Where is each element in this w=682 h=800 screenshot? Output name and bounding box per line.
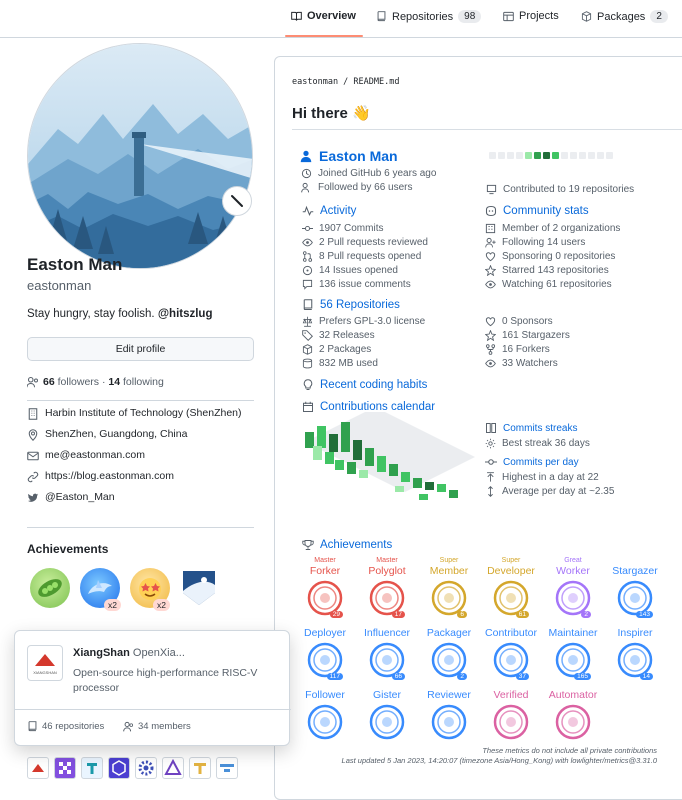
law-icon — [302, 316, 313, 327]
org-repos-stat — [27, 721, 104, 732]
achievement-rank — [419, 681, 479, 689]
metrics-footer-note: These metrics do not include all private contributions — [482, 746, 657, 755]
pulse-icon — [302, 205, 314, 217]
eye-icon — [302, 237, 313, 248]
lighthouse-landscape-image — [28, 44, 253, 269]
vcard-location — [27, 427, 257, 442]
repo-stat — [302, 344, 371, 355]
repo-stat-text: 832 MB used — [319, 358, 378, 369]
repo-stat — [485, 330, 570, 341]
achievement-rank — [605, 619, 665, 627]
achievement-inspirer[interactable] — [605, 619, 665, 678]
achievement-deployer[interactable] — [295, 619, 355, 678]
calendar-day — [597, 152, 604, 159]
mail-icon — [27, 450, 39, 462]
contributed-text: Contributed to 19 repositories — [503, 184, 635, 195]
metrics-name-text: Easton Man — [319, 148, 398, 164]
achievement-icon — [307, 704, 343, 740]
achievement-level: 6 — [457, 611, 467, 618]
people-icon — [27, 376, 39, 388]
tab-repositories[interactable] — [376, 10, 481, 23]
followed-stat — [301, 182, 413, 193]
activity-text: 8 Pull requests opened — [319, 251, 422, 262]
calendar-day — [489, 152, 496, 159]
location-text: ShenZhen, Guangdong, China — [45, 428, 188, 440]
sun-icon — [485, 438, 496, 449]
org-gear-avatar[interactable] — [135, 757, 157, 779]
bio-mention-link[interactable]: @hitszlug — [157, 308, 213, 320]
repo-count-badge: 98 — [458, 10, 481, 23]
repo-stat — [485, 316, 553, 327]
light-bulb-icon — [302, 379, 314, 391]
achievement-rank — [295, 619, 355, 627]
achievement-packager[interactable] — [419, 619, 479, 678]
pixel-logo-icon — [55, 758, 75, 778]
readme-achievements-title-text: Achievements — [320, 539, 393, 551]
average-stat — [485, 486, 614, 497]
tab-overview[interactable] — [291, 10, 356, 22]
achievement-icon — [493, 580, 529, 616]
starstruck-multiplier: x2 — [153, 599, 170, 611]
achievement-rank: Master — [314, 557, 336, 564]
average-text: Average per day at ~2.35 — [502, 486, 615, 497]
highest-stat — [485, 472, 599, 483]
achievement-name: Verified — [493, 689, 529, 701]
repositories-title-text: 56 Repositories — [320, 299, 400, 311]
activity-stat — [302, 223, 383, 234]
org-hub-avatar[interactable] — [108, 757, 130, 779]
calendar-day — [507, 152, 514, 159]
achievement-rank — [357, 619, 417, 627]
fork-icon — [485, 344, 496, 355]
shark-multiplier: x2 — [104, 599, 121, 611]
achievement-rank: Super — [501, 557, 521, 564]
package-icon — [581, 11, 592, 22]
achievement-medal-icon — [493, 704, 529, 740]
community-stat — [485, 237, 585, 248]
calendar-day — [525, 152, 532, 159]
contributed-stat — [486, 184, 634, 195]
heading-divider — [292, 129, 682, 130]
contribution-mini-calendar — [489, 152, 613, 159]
achievement-arctic-badge[interactable] — [180, 568, 220, 608]
achievement-icon — [431, 642, 467, 678]
following-count-link[interactable]: 14 — [108, 376, 121, 388]
achievement-rank — [419, 619, 479, 627]
achievement-reviewer[interactable] — [419, 681, 479, 740]
activity-text: 136 issue comments — [319, 279, 411, 290]
achievement-icon — [369, 580, 405, 616]
achievement-automator[interactable] — [543, 681, 603, 740]
achievement-icon — [369, 704, 405, 740]
streaks-title-text: Commits streaks — [503, 422, 578, 434]
email-link[interactable]: me@eastonman.com — [45, 449, 145, 461]
community-text: Following 14 users — [502, 237, 586, 248]
achievement-name: Polyglot — [368, 565, 406, 577]
calendar-day — [516, 152, 523, 159]
achievement-level: 143 — [636, 611, 653, 618]
achievement-contributor[interactable] — [481, 619, 541, 678]
org-triangle-avatar[interactable] — [162, 757, 184, 779]
org-repos-text: 46 repositories — [42, 721, 105, 732]
metrics-user-name[interactable] — [299, 148, 398, 164]
achievement-rank: Great — [564, 557, 582, 564]
achievement-rank — [543, 619, 603, 627]
achievement-icon — [617, 580, 653, 616]
package-count-badge: 2 — [650, 10, 668, 23]
achievement-name: Contributor — [485, 627, 537, 639]
blue-logo-icon — [217, 758, 237, 778]
arrow-up-icon — [485, 472, 496, 483]
columns-icon — [485, 422, 497, 434]
achievement-level: 165 — [574, 673, 591, 680]
achievement-name: Developer — [487, 565, 535, 577]
achievement-level: 29 — [330, 611, 343, 618]
repo-stat — [302, 330, 375, 341]
perday-section-title[interactable] — [485, 456, 579, 468]
arrows-icon — [485, 486, 496, 497]
achievement-level: 117 — [327, 673, 343, 680]
activity-text: 14 Issues opened — [319, 265, 398, 276]
vcard-organization — [27, 406, 257, 421]
calendar-day — [570, 152, 577, 159]
achievement-level: 14 — [640, 673, 653, 680]
calendar-day — [534, 152, 541, 159]
achievement-medal-icon — [555, 704, 591, 740]
table-icon — [503, 11, 514, 22]
achievement-name: Follower — [305, 689, 345, 701]
tab-label: Repositories — [392, 10, 454, 23]
repo-stat-text: 2 Packages — [319, 344, 372, 355]
comment-icon — [302, 279, 313, 290]
tab-packages[interactable] — [581, 10, 668, 23]
book-icon — [291, 11, 302, 22]
tab-label: Projects — [519, 10, 559, 22]
readme-heading: Hi there 👋 — [292, 105, 371, 122]
profile-login: eastonman — [27, 278, 92, 293]
achievement-peas-badge[interactable] — [30, 568, 70, 608]
activity-stat — [302, 251, 421, 262]
peas-icon — [30, 568, 70, 608]
achievement-name: Stargazer — [612, 565, 658, 577]
achievement-icon — [431, 580, 467, 616]
achievement-name: Reviewer — [427, 689, 471, 701]
avatar[interactable] — [27, 43, 253, 269]
achievement-name: Automator — [548, 689, 598, 701]
achievement-level: 2 — [457, 673, 467, 680]
building-icon — [27, 408, 39, 420]
person-add-icon — [485, 237, 496, 248]
activity-stat — [302, 265, 398, 276]
calendar-day — [552, 152, 559, 159]
triangle-logo-icon — [163, 758, 183, 778]
repo-stat — [485, 358, 558, 369]
org-display-text: OpenXia... — [132, 647, 185, 659]
bio-text: Stay hungry, stay foolish. — [27, 308, 158, 320]
star-icon — [485, 265, 496, 276]
arctic-vault-icon — [180, 568, 218, 608]
org-description: Open-source high-performance RISC-V processor — [73, 667, 258, 694]
heart-icon — [485, 251, 496, 262]
achievement-icon — [555, 704, 591, 740]
achievement-maintainer[interactable] — [543, 619, 603, 678]
achievement-rank — [357, 681, 417, 689]
profile-tabs — [0, 0, 682, 38]
xiangshan-logo-icon — [28, 646, 62, 680]
readme-file-link[interactable]: README.md — [353, 77, 400, 87]
org-blue-avatar[interactable] — [216, 757, 238, 779]
package-icon — [302, 344, 313, 355]
community-stat — [485, 279, 612, 290]
vcard-website — [27, 469, 257, 484]
achievement-rank — [481, 681, 541, 689]
organizations-list — [27, 757, 238, 779]
community-text: Starred 143 repositories — [502, 265, 609, 276]
achievement-stargazer[interactable] — [605, 557, 665, 616]
trophy-icon — [302, 539, 314, 551]
repo-stat-text: 0 Sponsors — [502, 316, 553, 327]
activity-stat — [302, 279, 411, 290]
achievement-name: Forker — [309, 565, 341, 577]
vcard-details — [27, 406, 257, 511]
achievement-name: Inspirer — [617, 627, 653, 639]
achievement-influencer[interactable] — [357, 619, 417, 678]
repo-icon — [376, 11, 387, 22]
tab-label: Overview — [307, 10, 356, 22]
location-icon — [27, 429, 39, 441]
achievement-name: Member — [429, 565, 469, 577]
activity-title-text: Activity — [320, 205, 357, 217]
highest-text: Highest in a day at 22 — [502, 472, 599, 483]
achievement-level: 37 — [516, 673, 529, 680]
community-text: Member of 2 organizations — [502, 223, 621, 234]
website-link[interactable]: https://blog.eastonman.com — [45, 470, 174, 482]
xiangshan-logo-icon — [28, 758, 48, 778]
achievement-name: Packager — [426, 627, 472, 639]
repo-icon — [302, 299, 314, 311]
followers-count-link[interactable]: 66 — [43, 376, 55, 388]
repo-stat-text: Prefers GPL-3.0 license — [319, 316, 426, 327]
achievement-rank — [295, 681, 355, 689]
achievement-rank — [605, 557, 665, 565]
joined-text: Joined GitHub 6 years ago — [318, 168, 437, 179]
achievement-rank: Super — [439, 557, 459, 564]
achievement-medal-icon — [369, 704, 405, 740]
repo-stat — [302, 316, 425, 327]
commit-icon — [485, 456, 497, 468]
achievement-icon — [617, 642, 653, 678]
readme-panel — [274, 56, 682, 800]
calendar-title-text: Contributions calendar — [320, 401, 436, 413]
achievement-developer[interactable] — [481, 557, 541, 616]
issue-icon — [302, 265, 313, 276]
achievement-icon — [555, 580, 591, 616]
community-title-text: Community stats — [503, 205, 589, 217]
calendar-day — [588, 152, 595, 159]
org-name[interactable] — [73, 647, 185, 659]
achievement-name: Maintainer — [548, 627, 598, 639]
octoface-icon — [485, 205, 497, 217]
organization-text: Harbin Institute of Technology (ShenZhen) — [45, 407, 242, 419]
achievement-medal-icon — [431, 704, 467, 740]
streak-text: Best streak 36 days — [502, 438, 590, 449]
activity-stat — [302, 237, 428, 248]
repo-stat-text: 33 Watchers — [502, 358, 558, 369]
follow-stats — [27, 376, 164, 388]
repo-icon — [27, 721, 38, 732]
achievement-rank — [543, 681, 603, 689]
eye-icon — [485, 358, 496, 369]
org-purple-avatar[interactable] — [54, 757, 76, 779]
star-icon — [485, 330, 496, 341]
repo-stat — [485, 344, 550, 355]
people-icon — [123, 721, 134, 732]
org-name-text: XiangShan — [73, 647, 130, 659]
achievement-rank: Master — [376, 557, 398, 564]
achievement-name: Gister — [372, 689, 401, 701]
achievement-level: 2 — [581, 611, 591, 618]
org-members-stat — [123, 721, 191, 732]
repo-stat — [302, 358, 378, 369]
achievement-member[interactable] — [419, 557, 479, 616]
followers-label: followers · — [54, 376, 109, 388]
achievement-icon — [369, 642, 405, 678]
vcard-email — [27, 448, 257, 463]
divider — [27, 527, 254, 528]
twitter-link[interactable]: @Easton_Man — [45, 491, 115, 503]
followed-text: Followed by 66 users — [318, 182, 413, 193]
organization-hovercard — [14, 630, 290, 746]
heart-icon — [485, 316, 496, 327]
achievement-icon — [307, 580, 343, 616]
achievement-name: Influencer — [363, 627, 411, 639]
people-icon — [301, 182, 312, 193]
achievement-level: 61 — [516, 611, 529, 618]
org-yellow-avatar[interactable] — [189, 757, 211, 779]
following-label: following — [120, 376, 164, 388]
achievement-name: Deployer — [303, 627, 347, 639]
community-stat — [485, 265, 609, 276]
pen-icon — [229, 193, 245, 209]
link-icon — [27, 471, 39, 483]
achievement-level: 66 — [392, 673, 405, 680]
yellow-t-logo-icon — [190, 758, 210, 778]
database-icon — [302, 358, 313, 369]
eye-icon — [485, 279, 496, 290]
calendar-day — [579, 152, 586, 159]
achievement-name: Worker — [556, 565, 590, 577]
pull-request-icon — [302, 251, 313, 262]
achievement-level: 17 — [392, 611, 405, 618]
activity-section-title[interactable] — [302, 205, 356, 217]
divider — [27, 400, 254, 401]
active-tab-indicator — [285, 35, 363, 37]
repo-stat-text: 32 Releases — [319, 330, 375, 341]
org-xiangshan-avatar[interactable] — [27, 757, 49, 779]
community-stat — [485, 251, 615, 262]
readme-owner-link[interactable]: eastonman — [292, 77, 339, 87]
achievements-heading: Achievements — [27, 542, 109, 556]
achievement-verified[interactable] — [481, 681, 541, 740]
achievement-rank — [481, 619, 541, 627]
organization-icon — [485, 223, 496, 234]
activity-text: 2 Pull requests reviewed — [319, 237, 428, 248]
streaks-section-title[interactable] — [485, 422, 577, 434]
activity-text: 1907 Commits — [319, 223, 384, 234]
readme-achievements-title[interactable] — [302, 539, 392, 551]
commit-icon — [302, 223, 313, 234]
tag-icon — [302, 330, 313, 341]
repo-push-icon — [486, 184, 497, 195]
achievement-gister[interactable] — [357, 681, 417, 740]
perday-title-text: Commits per day — [503, 456, 579, 468]
tab-label: Packages — [597, 10, 646, 23]
readme-path: eastonman / README.md — [292, 77, 400, 87]
gear-logo-icon — [136, 758, 156, 778]
habits-section-title[interactable] — [302, 379, 427, 391]
metrics-footer-updated: Last updated 5 Jan 2023, 14:20:07 (timezone Asia/Hong_Kong) with lowlighter/metrics@3.31.0 — [341, 756, 657, 765]
achievement-polyglot[interactable] — [357, 557, 417, 616]
org-members-text: 34 members — [138, 721, 191, 732]
achievement-follower[interactable] — [295, 681, 355, 740]
calendar-day — [543, 152, 550, 159]
achievement-icon — [555, 642, 591, 678]
org-teal-avatar[interactable] — [81, 757, 103, 779]
achievement-icon — [307, 642, 343, 678]
xiangshan-logo — [27, 645, 63, 681]
community-text: Sponsoring 0 repositories — [502, 251, 616, 262]
achievement-forker[interactable] — [295, 557, 355, 616]
community-section-title[interactable] — [485, 205, 589, 217]
achievement-medal-icon — [307, 704, 343, 740]
calendar-day — [561, 152, 568, 159]
popup-divider — [15, 709, 291, 710]
set-status-button[interactable] — [222, 186, 252, 216]
logo-caption: XIANGSHAN — [33, 670, 57, 675]
achievement-worker[interactable] — [543, 557, 603, 616]
isometric-contributions-calendar — [295, 412, 480, 522]
habits-title-text: Recent coding habits — [320, 379, 428, 391]
person-icon — [299, 149, 313, 163]
repo-stat-text: 161 Stargazers — [502, 330, 570, 341]
twitter-icon — [27, 492, 39, 504]
t-logo-icon — [82, 758, 102, 778]
repositories-section-title[interactable] — [302, 299, 400, 311]
calendar-day — [606, 152, 613, 159]
community-stat — [485, 223, 620, 234]
achievement-icon — [493, 642, 529, 678]
streak-stat — [485, 438, 590, 449]
profile-name: Easton Man — [27, 255, 123, 274]
community-text: Watching 61 repositories — [502, 279, 612, 290]
hexagon-logo-icon — [109, 758, 129, 778]
tab-projects[interactable] — [503, 10, 559, 22]
vcard-twitter — [27, 490, 257, 505]
achievement-icon — [493, 704, 529, 740]
repo-stat-text: 16 Forkers — [502, 344, 550, 355]
calendar-day — [498, 152, 505, 159]
clock-icon — [301, 168, 312, 179]
edit-profile-button[interactable]: Edit profile — [27, 337, 254, 361]
joined-stat — [301, 168, 436, 179]
achievement-icon — [431, 704, 467, 740]
profile-bio — [27, 308, 212, 320]
